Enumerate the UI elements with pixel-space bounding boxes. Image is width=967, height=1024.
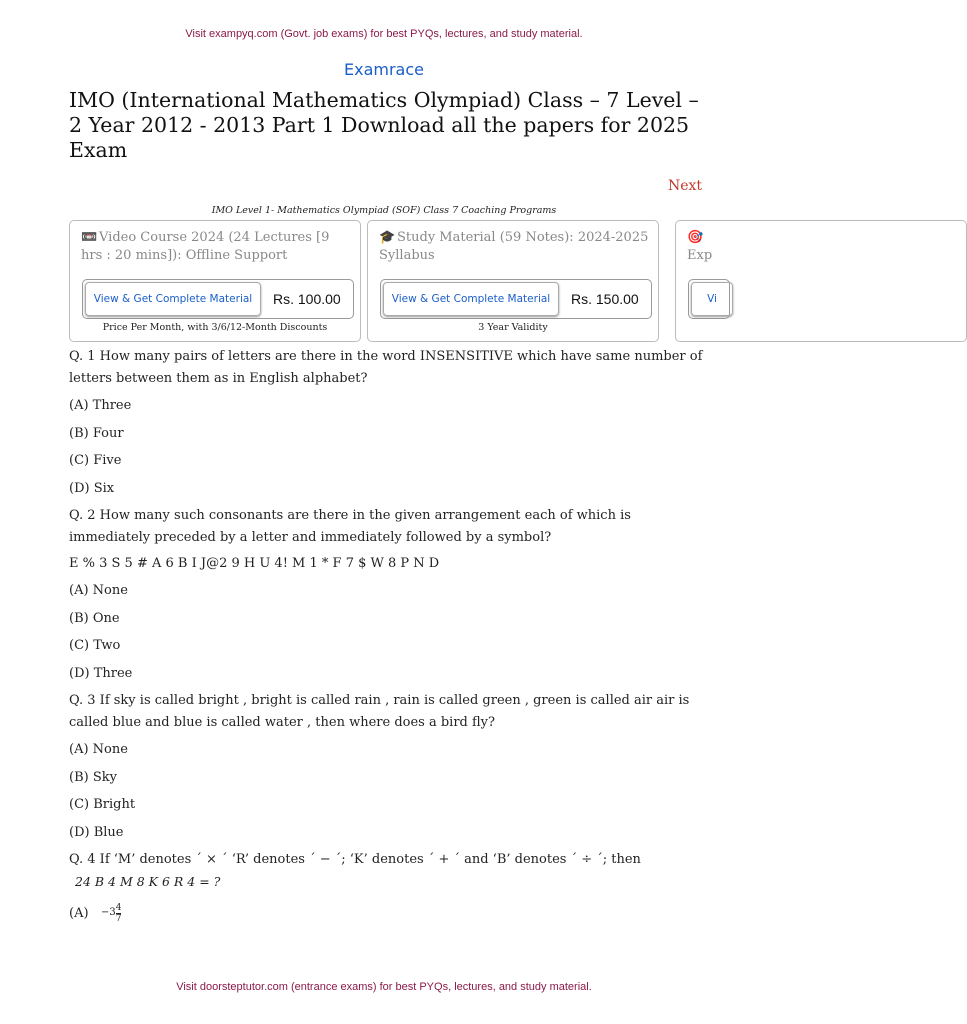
purchase-box	[380, 279, 652, 319]
option: (D) Blue	[69, 824, 124, 840]
course-card	[367, 220, 659, 342]
card-footer-note: 3 Year Validity	[478, 322, 548, 333]
view-material-button[interactable]: View & Get Complete Material	[85, 282, 261, 316]
expression-text: 24 B 4 M 8 K 6 R 4 = ?	[75, 874, 221, 889]
view-material-button[interactable]: Vi	[691, 282, 733, 316]
course-card-title	[687, 229, 957, 265]
page-title: IMO (International Mathematics Olympiad) Class – 7 Level – 2 Year 2012 - 2013 Part 1 Download all the papers for 2025 Exam	[69, 88, 699, 162]
question-text: Q. 4 If ‘M’ denotes ´ × ´ ‘R’ denotes ´ − ´; ‘K’ denotes ´ + ´ and ‘B’ denotes ´ ÷ ´; then	[69, 852, 641, 867]
option: (D) Six	[69, 480, 115, 496]
fraction-denominator: 7	[115, 913, 122, 924]
course-card-title	[379, 229, 649, 265]
bottom-promo-banner[interactable]: Visit doorsteptutor.com (entrance exams) for best PYQs, lectures, and study material.	[176, 981, 592, 993]
math-expression	[69, 871, 709, 894]
option: (A) None	[69, 742, 128, 757]
site-name-link[interactable]: Examrace	[344, 60, 424, 79]
option-label: (A)	[69, 905, 89, 921]
option: (B) Sky	[69, 769, 117, 785]
question-block	[69, 346, 709, 500]
graduation-cap-icon: 🎓	[379, 230, 396, 245]
fraction	[116, 903, 122, 924]
purchase-box	[82, 279, 354, 319]
course-card	[675, 220, 967, 342]
fraction-numerator: 4	[115, 902, 122, 913]
price-label: Rs. 150.00	[571, 291, 639, 307]
price-label: Rs. 100.00	[273, 291, 341, 307]
option: (C) Five	[69, 453, 122, 468]
option: (B) One	[69, 610, 120, 626]
option	[69, 902, 709, 925]
question-text: Q. 3 If sky is called bright , bright is called rain , rain is called green , green is called air air is called blue and blue is called water , then where does a bird fly?	[69, 693, 690, 730]
question-block	[69, 849, 709, 925]
question-list	[69, 346, 709, 925]
option: (A) Three	[69, 398, 132, 413]
option: (C) Two	[69, 638, 121, 653]
question-text: Q. 2 How many such consonants are there in the given arrangement each of which is immediately preceded by a letter and immediately followed by a symbol?	[69, 508, 631, 545]
courses-caption: IMO Level 1- Mathematics Olympiad (SOF) Class 7 Coaching Programs	[211, 205, 557, 216]
option: (A) None	[69, 583, 128, 598]
option: (C) Bright	[69, 797, 136, 812]
next-link[interactable]: Next	[668, 178, 703, 194]
symbol-arrangement: E % 3 S 5 # A 6 B I J@2 9 H U 4! M 1 * F 7 $ W 8 P N D	[69, 556, 440, 571]
option: (B) Four	[69, 425, 124, 441]
course-title-text: Exp	[687, 248, 713, 263]
target-icon: 🎯	[687, 230, 704, 245]
option: (D) Three	[69, 665, 133, 681]
question-block	[69, 690, 709, 844]
question-block	[69, 505, 709, 685]
question-text: Q. 1 How many pairs of letters are there in the word INSENSITIVE which have same number of letters between them as in English alphabet?	[69, 349, 703, 386]
course-card	[69, 220, 361, 342]
top-promo-banner[interactable]: Visit exampyq.com (Govt. job exams) for best PYQs, lectures, and study material.	[185, 28, 583, 40]
option-whole-number: −3	[100, 907, 116, 918]
video-icon: 📼	[81, 230, 98, 245]
purchase-box	[688, 279, 730, 319]
card-footer-note: Price Per Month, with 3/6/12-Month Discounts	[102, 322, 328, 333]
course-card-title	[81, 229, 351, 265]
view-material-button[interactable]: View & Get Complete Material	[383, 282, 559, 316]
course-carousel[interactable]	[69, 220, 717, 342]
course-title-text: Video Course 2024 (24 Lectures [9 hrs : 20 mins]): Offline Support	[81, 230, 330, 263]
course-title-text: Study Material (59 Notes): 2024-2025 Syllabus	[379, 230, 649, 263]
